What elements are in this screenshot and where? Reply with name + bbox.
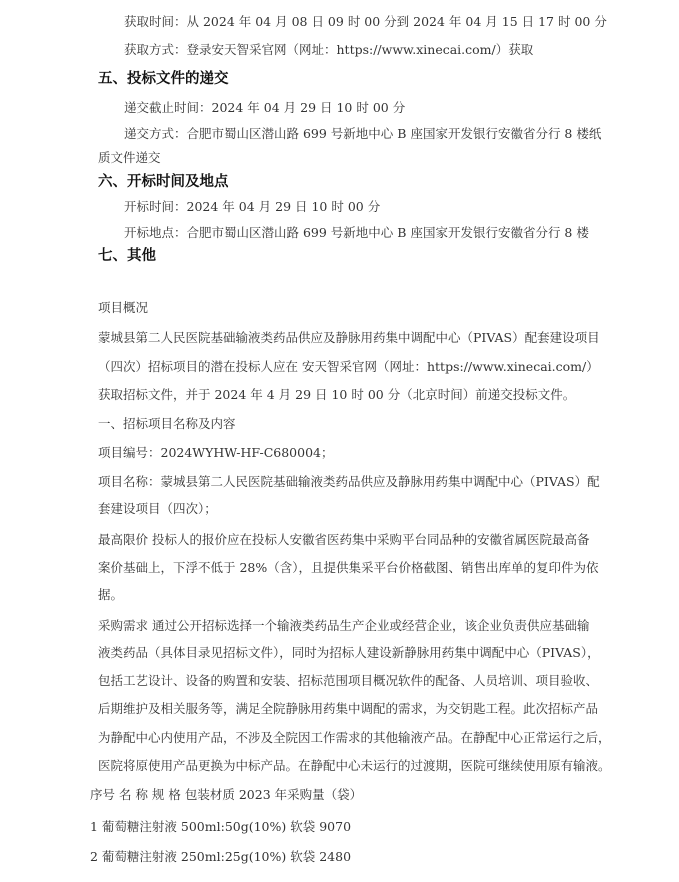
overview-line3: 获取招标文件，并于 2024 年 4 月 29 日 10 时 00 分（北京时间）前递交投标文件。 xyxy=(98,387,576,402)
open-time-line: 开标时间：2024 年 04 月 29 日 10 时 00 分 xyxy=(124,199,381,214)
project-name-line2: 套建设项目（四次）； xyxy=(98,501,217,516)
requirement-line3: 包括工艺设计、设备的购置和安装、招标范围项目概况软件的配备、人员培训、项目验收、 xyxy=(98,673,599,688)
section6-heading: 六、开标时间及地点 xyxy=(98,174,229,190)
requirement-line6: 医院将原使用产品更换为中标产品。在静配中心未运行的过渡期，医院可继续使用原有输液。 xyxy=(98,758,611,773)
get-time-line: 获取时间：从 2024 年 04 月 08 日 09 时 00 分到 2024 年 04 月 15 日 17 时 00 分 xyxy=(124,14,607,29)
table-row: 1 葡萄糖注射液 500ml:50g(10%) 软袋 9070 xyxy=(90,819,352,834)
submit-deadline-line: 递交截止时间：2024 年 04 月 29 日 10 时 00 分 xyxy=(124,100,406,115)
requirement-line5: 为静配中心内使用产品，不涉及全院因工作需求的其他输液产品。在静配中心正常运行之后， xyxy=(98,730,611,745)
max-price-line1: 最高限价 投标人的报价应在投标人安徽省医药集中采购平台同品种的安徽省属医院最高备 xyxy=(98,532,590,547)
submit-place-line1: 递交方式：合肥市蜀山区潜山路 699 号新地中心 B 座国家开发银行安徽省分行 8 楼纸 xyxy=(124,126,602,141)
overview-line1: 蒙城县第二人民医院基础输液类药品供应及静脉用药集中调配中心（PIVAS）配套建设项目 xyxy=(98,330,600,345)
max-price-line2: 案价基础上，下浮不低于 28%（含），且提供集采平台价格截图、销售出库单的复印件为依 xyxy=(98,560,599,575)
overview-line2: （四次）招标项目的潜在投标人应在 安天智采官网（网址：https://www.xinecai.com/） xyxy=(98,359,599,374)
get-method-line: 获取方式：登录安天智采官网（网址：https://www.xinecai.com/）获取 xyxy=(124,42,534,57)
submit-place-line2: 质文件递交 xyxy=(98,150,161,165)
requirement-line4: 后期维护及相关服务等，满足全院静脉用药集中调配的需求，为交钥匙工程。此次招标产品 xyxy=(98,701,599,716)
section7-heading: 七、其他 xyxy=(98,248,156,264)
overview-title: 项目概况 xyxy=(98,300,149,315)
project-number: 项目编号：2024WYHW-HF-C680004； xyxy=(98,445,334,460)
item1-title: 一、招标项目名称及内容 xyxy=(98,416,236,431)
open-place-line: 开标地点：合肥市蜀山区潜山路 699 号新地中心 B 座国家开发银行安徽省分行 8 楼 xyxy=(124,225,589,240)
section5-heading: 五、投标文件的递交 xyxy=(98,71,229,87)
requirement-line1: 采购需求 通过公开招标选择一个输液类药品生产企业或经营企业，该企业负责供应基础输 xyxy=(98,618,590,633)
table-header: 序号 名 称 规 格 包装材质 2023 年采购量（袋） xyxy=(90,787,363,802)
max-price-line3: 据。 xyxy=(98,587,124,602)
requirement-line2: 液类药品（具体目录见招标文件），同时为招标人建设新静脉用药集中调配中心（PIVAS）， xyxy=(98,645,600,660)
table-row: 2 葡萄糖注射液 250ml:25g(10%) 软袋 2480 xyxy=(90,849,352,864)
project-name-line1: 项目名称：蒙城县第二人民医院基础输液类药品供应及静脉用药集中调配中心（PIVAS）配 xyxy=(98,474,600,489)
